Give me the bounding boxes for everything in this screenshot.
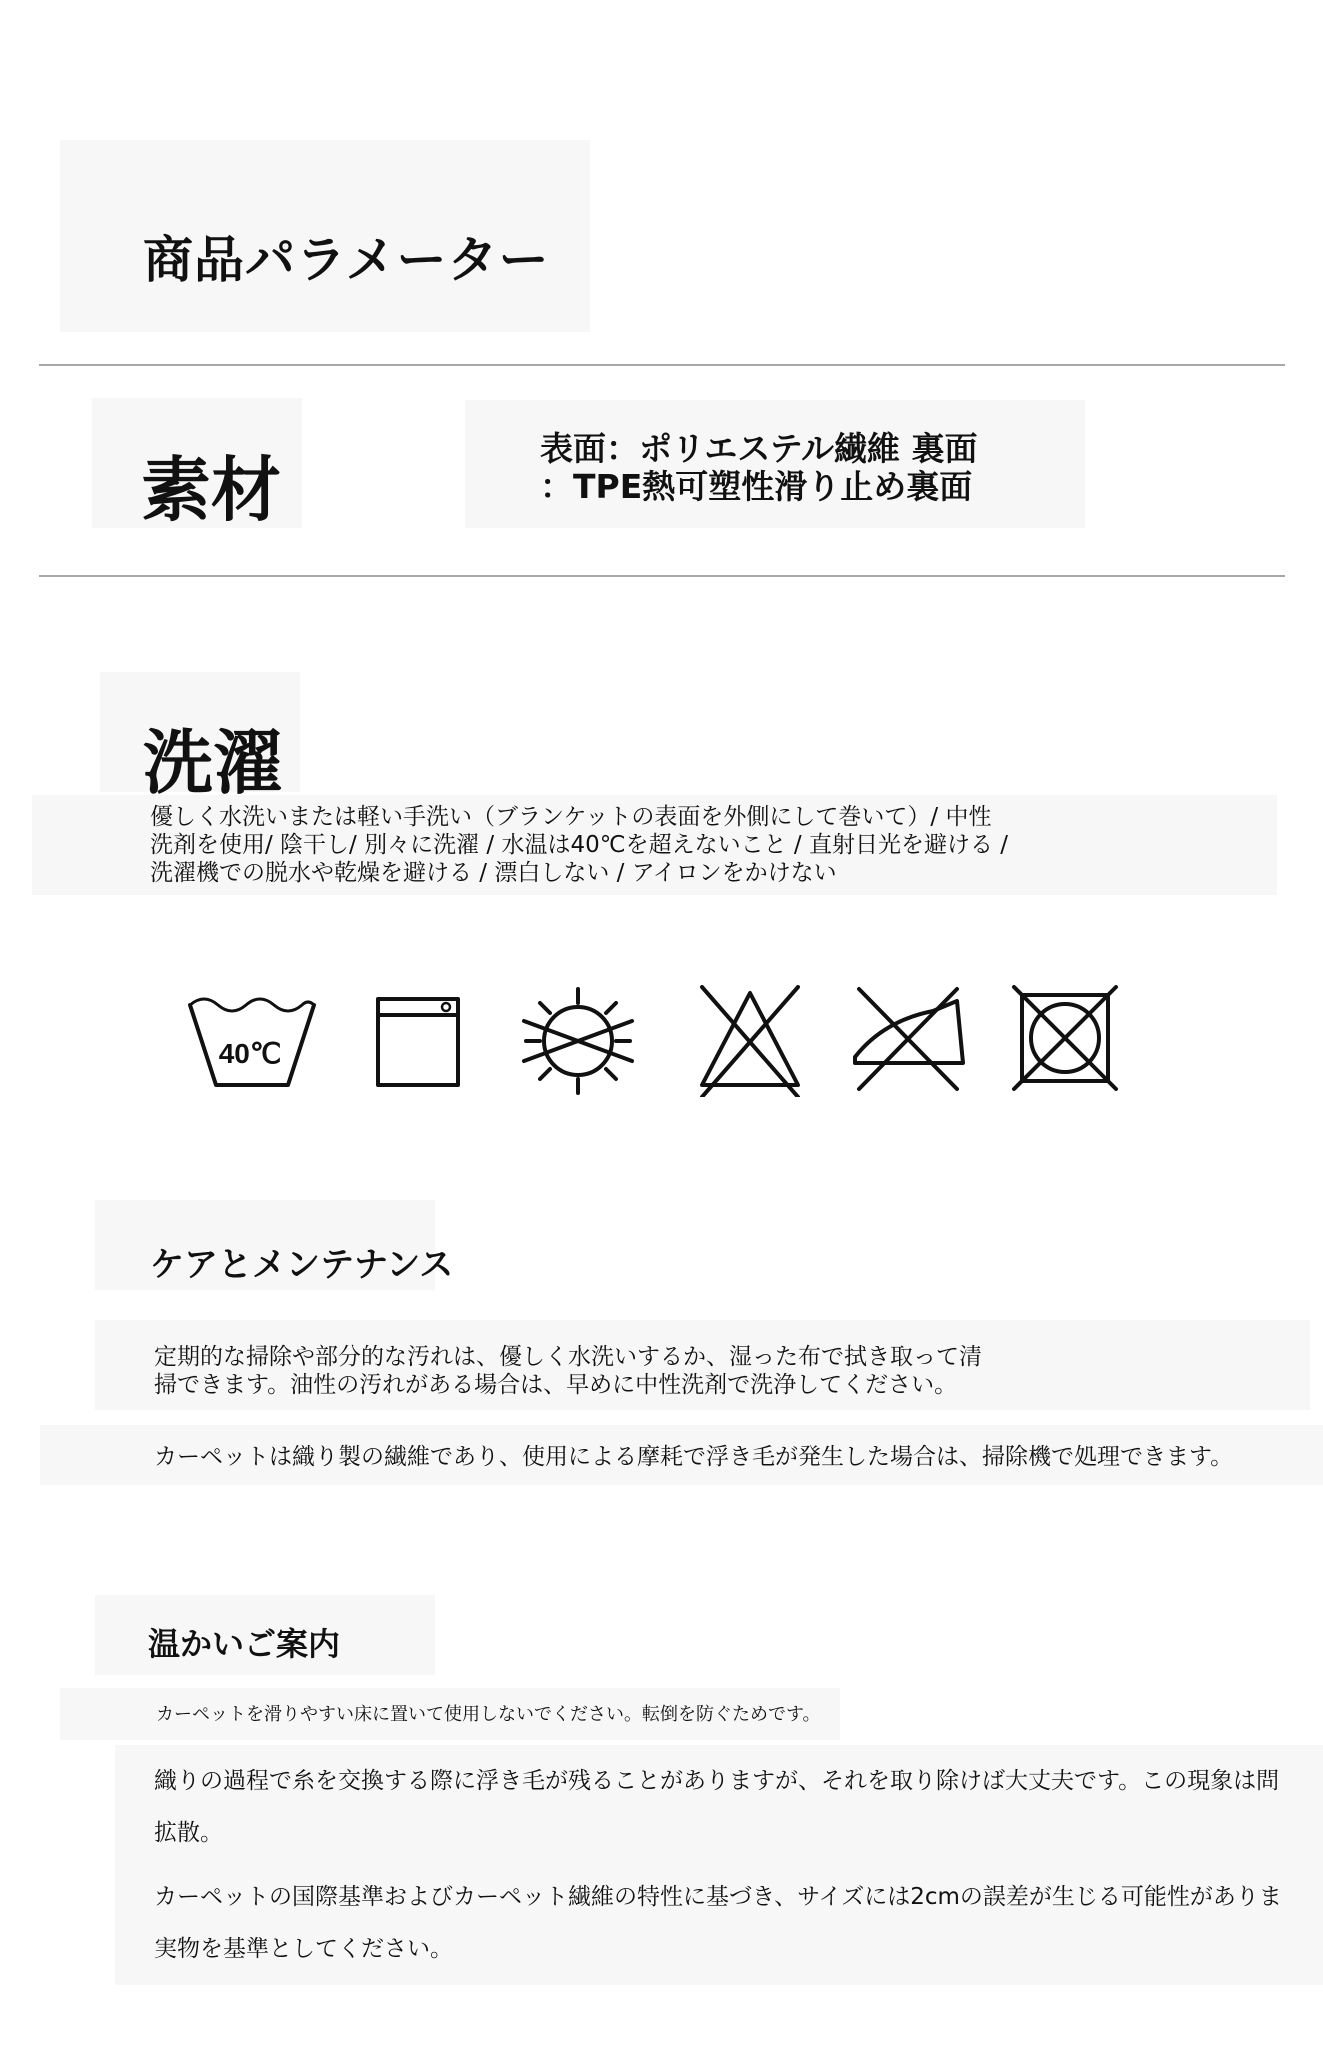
care-paragraph-2: カーペットは織り製の繊維であり、使用による摩耗で浮き毛が発生した場合は、掃除機で処理できます。 xyxy=(154,1444,1234,1470)
wash-line-2: 洗剤を使用/ 陰干し/ 別々に洗濯 / 水温は40℃を超えないこと / 直射日光を避ける / xyxy=(150,832,1009,858)
wash-40c-icon xyxy=(190,999,314,1085)
care-paragraph-1 xyxy=(154,1343,982,1399)
wash-line-3: 洗濯機での脱水や乾燥を避ける / 漂白しない / アイロンをかけない xyxy=(150,860,837,886)
no-bleach-icon xyxy=(702,987,798,1097)
wash-instructions xyxy=(150,803,1008,887)
material-heading: 素材 xyxy=(141,449,281,531)
notice-p2-line-2: 拡散。 xyxy=(154,1820,223,1846)
notice-paragraph-2 xyxy=(154,1755,1279,1859)
no-sun-dry-icon xyxy=(524,989,632,1093)
wash-heading: 洗濯 xyxy=(143,722,283,804)
divider-bottom xyxy=(39,575,1285,577)
care-heading: ケアとメンテナンス xyxy=(150,1245,454,1285)
no-iron-icon xyxy=(855,989,963,1089)
notice-paragraph-1: カーペットを滑りやすい床に置いて使用しないでください。転倒を防ぐためです。 xyxy=(156,1704,821,1725)
wash-line-1: 優しく水洗いまたは軽い手洗い（ブランケットの表面を外側にして巻いて）/ 中性 xyxy=(150,804,992,830)
material-value-line1: 表面：ポリエステル繊維 裏面 xyxy=(540,429,978,468)
material-value-line2: ：TPE熱可塑性滑り止め裏面 xyxy=(540,467,973,506)
material-value xyxy=(540,430,978,506)
wash-temperature-label: 40℃ xyxy=(218,1038,282,1069)
notice-heading: 温かいご案内 xyxy=(148,1625,341,1663)
notice-paragraph-3 xyxy=(154,1871,1282,1975)
notice-p3-line-2: 実物を基準としてください。 xyxy=(154,1936,453,1962)
notice-p2-line-1: 織りの過程で糸を交換する際に浮き毛が残ることがありますが、それを取り除けば大丈夫です。この現象は問 xyxy=(154,1768,1280,1794)
care-p1-line-2: 掃できます。油性の汚れがある場合は、早めに中性洗剤で洗浄してください。 xyxy=(154,1372,958,1398)
no-machine-dry-icon xyxy=(1014,987,1116,1089)
laundry-symbols xyxy=(188,985,1128,1097)
page-title: 商品パラメーター xyxy=(143,231,550,289)
notice-p3-line-1: カーペットの国際基準およびカーペット繊維の特性に基づき、サイズには2cmの誤差が生じる可能性がありま xyxy=(154,1884,1282,1910)
care-p1-line-1: 定期的な掃除や部分的な汚れは、優しく水洗いするか、湿った布で拭き取って清 xyxy=(154,1344,982,1370)
divider-top xyxy=(39,364,1285,366)
tumble-dry-icon xyxy=(378,999,458,1085)
